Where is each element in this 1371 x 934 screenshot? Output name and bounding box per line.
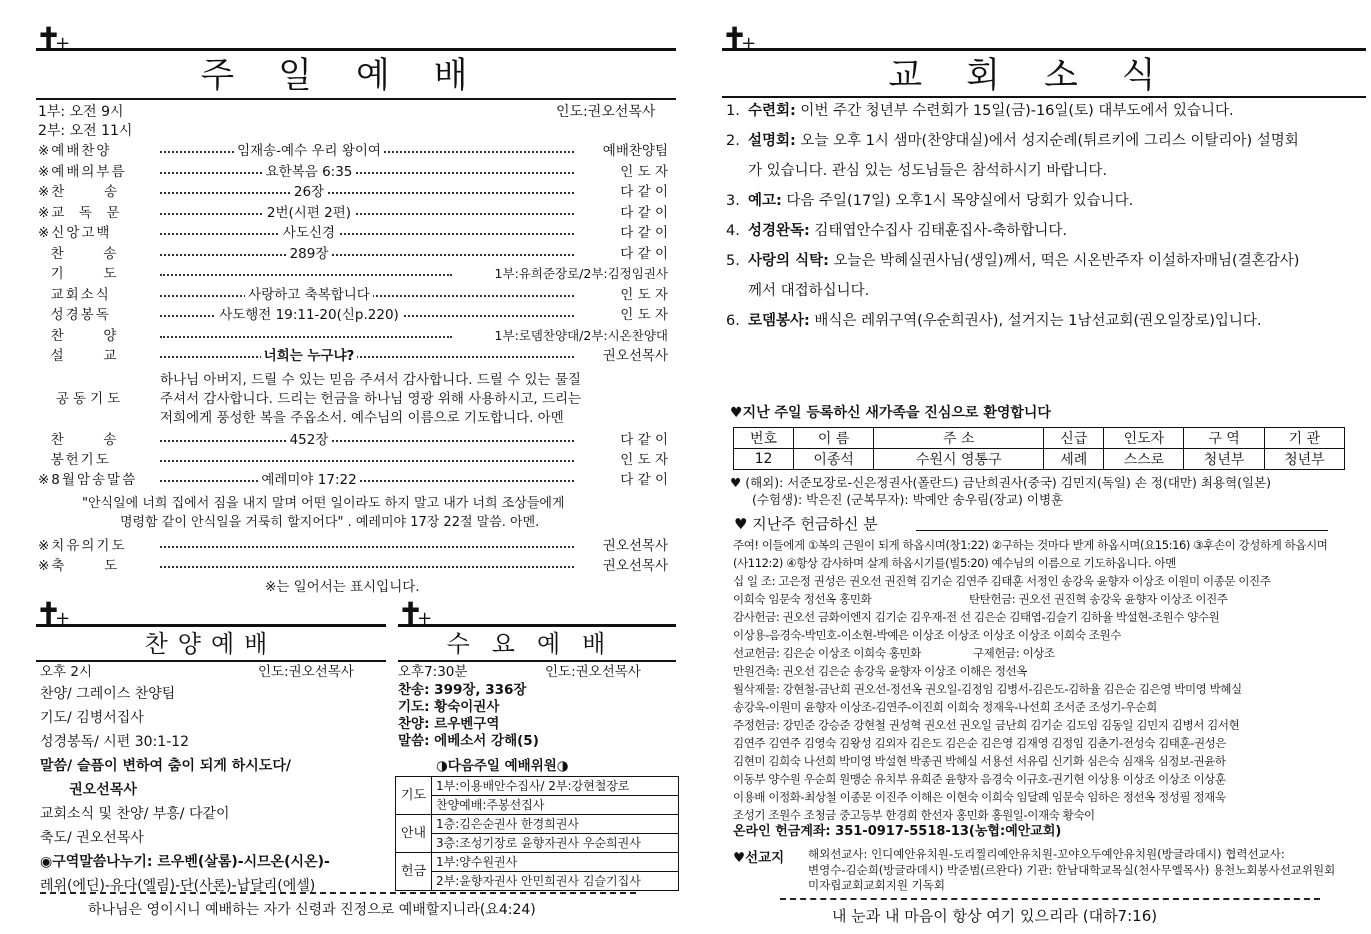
offering-line: 이동부 양수원 우순희 원맹순 유치부 유희준 윤향자 음경숙 이규호-권기현 이상용 이상조 이상조 이상훈 <box>733 772 1226 786</box>
table-header-row <box>734 428 1345 449</box>
online-account: 온라인 헌금계좌: 351-0917-5518-13(농협:예안교회) <box>733 824 1062 839</box>
order-item-person: 다 같 이 <box>620 472 668 488</box>
prayer-label: 공동기도 <box>56 391 125 407</box>
offering-line: 김연주 김연주 김영숙 김왕성 김외자 김은도 김은순 김은영 김재영 김정임 김춘기-전성숙 김태훈-권성은 <box>733 736 1227 750</box>
order-item-content <box>38 182 580 202</box>
order-item-person: 다 같 이 <box>620 184 668 200</box>
column-header: 번호 <box>734 428 794 449</box>
offering-line: 십 일 조: 고은정 권성은 권오선 권진혁 김기순 김연주 김태훈 서정인 송강욱 윤향자 이상조 이원미 이종문 이진주 <box>733 574 1271 588</box>
offering-underline <box>916 530 1328 531</box>
news-number: 2. <box>726 133 740 149</box>
wednesday-rule <box>398 624 676 627</box>
order-item-person: 다 같 이 <box>620 245 668 262</box>
order-item-label: 봉헌기도 <box>38 452 111 468</box>
praise-line: 교회소식 및 찬양/ 부흥/ 다같이 <box>40 806 230 822</box>
server-cell: 2부:윤향자권사 안민희권사 김슬기집사 <box>432 872 679 891</box>
abroad-members-text: (해외): 서준모장로-신은정권사(폴란드) 금난희권사(중국) 김민지(독일) 손 정(대만) 최용혁(일본) <box>745 475 1271 490</box>
order-item-label: 찬 송 <box>38 245 119 262</box>
offering-line: 이희숙 임문숙 정선옥 홍민화 탄탄헌금: 권오선 권진혁 송강욱 윤향자 이상조 이진주 <box>733 592 1228 606</box>
table-row <box>396 834 679 853</box>
order-item-content-text: 2번(시편 2편) <box>264 205 354 221</box>
praise-line: 레위(에딘)-유다(엘림)-단(사론)-납달리(에셀) <box>40 878 316 894</box>
service-time-1: 1부: 오전 9시 <box>38 104 124 120</box>
order-item-label: ※예배찬양 <box>38 143 112 159</box>
order-item-content <box>38 346 580 366</box>
news-number: 3. <box>726 193 740 209</box>
news-item <box>726 276 1366 306</box>
order-item-person: 다 같 이 <box>620 225 668 241</box>
table-cell: 이종석 <box>794 449 874 470</box>
offering-line: 조성기 조원수 조청금 중고등부 한경희 한선자 홍민화 홍원일-이재숙 황숙이 <box>733 808 1095 822</box>
praise-rule <box>36 624 386 627</box>
table-cell: 청년부 <box>1184 449 1264 470</box>
offering-heading-text: 지난주 헌금하신 분 <box>752 515 878 533</box>
news-item <box>726 156 1366 186</box>
order-item-person: 인 도 자 <box>620 307 668 323</box>
wednesday-line-1: 찬송: 399장, 336장 <box>398 682 527 698</box>
table-cell: 세례 <box>1044 449 1104 470</box>
wednesday-worship-title: 수요예배 <box>446 630 628 658</box>
news-text: 다음 주일(17일) 오후1시 목양실에서 당회가 있습니다. <box>781 193 1134 209</box>
cross-icon: ✝+ <box>722 22 751 57</box>
order-item-content <box>38 203 580 223</box>
column-header: 이 름 <box>794 428 874 449</box>
order-item <box>38 470 668 490</box>
server-cell: 1부:이용배안수집사/ 2부:강현철장로 <box>432 777 679 796</box>
offering-line: 송강욱-이원미 윤향자 이상조-김연주-이진희 이희숙 정재욱-나선희 조서준 조성기-우순희 <box>733 700 1157 714</box>
wednesday-leader: 인도:권오선목사 <box>545 664 641 680</box>
server-cell: 3층:조성기장로 윤향자권사 우순희권사 <box>432 834 679 853</box>
role-cell: 안내 <box>396 815 432 853</box>
offering-heading <box>734 514 878 534</box>
order-item-label: 교회소식 <box>38 286 111 303</box>
order-item-content-text: 289장 <box>287 246 332 262</box>
news-item <box>726 306 1366 336</box>
order-item-content <box>38 430 580 450</box>
role-cell: 헌금 <box>396 853 432 891</box>
news-heading: 사랑의 식탁: <box>748 253 829 269</box>
order-item-person: 다 같 이 <box>620 432 668 448</box>
news-text: 오늘은 박혜실권사님(생일)께서, 떡은 시온반주자 이설하자매님(결혼감사) <box>828 253 1300 269</box>
praise-line: 말씀/ 슬픔이 변하여 춤이 되게 하시도다/ <box>40 758 291 774</box>
news-text: 이번 주간 청년부 수련회가 15일(금)-16일(토) 대부도에서 있습니다. <box>795 103 1234 119</box>
server-cell: 1층:김은순권사 한경희권사 <box>432 815 679 834</box>
order-item-person: 권오선목사 <box>602 348 668 364</box>
mission-label: ♥선교지 <box>733 850 785 866</box>
table-cell: 수원시 영통구 <box>874 449 1044 470</box>
news-heading: 설명회: <box>748 133 796 149</box>
leader-dots <box>160 326 452 338</box>
prayer-line-3: 저희에게 풍성한 복을 주옵소서. 예수님의 이름으로 기도합니다. 아멘 <box>160 410 564 426</box>
order-item <box>38 203 668 223</box>
title-underline <box>36 98 676 100</box>
order-item <box>38 536 668 556</box>
news-text: 배식은 레위구역(우순희권사), 설거지는 1남선교회(권오일장로)입니다. <box>809 313 1262 329</box>
order-item <box>38 264 668 284</box>
order-item-person: 인 도 자 <box>620 452 668 468</box>
column-header: 구 역 <box>1184 428 1264 449</box>
order-item-content <box>38 285 580 305</box>
order-item-content-text: 사도행전 19:11-20(신p.220) <box>216 307 402 323</box>
order-item-content-text: 26장 <box>291 184 327 200</box>
new-family-table <box>733 427 1345 470</box>
news-number: 1. <box>726 103 740 119</box>
order-item-label: ※8월암송말씀 <box>38 472 138 488</box>
wednesday-line-4: 말씀: 에베소서 강해(5) <box>398 733 539 749</box>
order-item-person: 다 같 이 <box>620 204 668 221</box>
order-item-content-text: 452장 <box>287 432 332 448</box>
wednesday-time: 오후7:30분 <box>398 664 468 680</box>
table-row <box>396 777 679 796</box>
order-item-content <box>38 244 580 264</box>
heart-icon: ♥ <box>734 515 753 533</box>
order-item-label: 기 도 <box>38 266 119 282</box>
news-text: 김태엽안수집사 김태훈집사-축하합니다. <box>809 223 1068 239</box>
server-cell: 1부:양수원권사 <box>432 853 679 872</box>
mission-line-3: 미자립교회교회지원 기독회 <box>808 878 945 892</box>
order-item <box>38 162 668 182</box>
wednesday-line-3: 찬양: 르우벤구역 <box>398 716 500 732</box>
server-cell: 찬양예배:주봉선집사 <box>432 796 679 815</box>
footer-divider <box>780 898 1320 900</box>
offering-line: (사112:2) ④항상 감사하며 살게 하옵시기를(빌5:20) 예수님의 이름으로 기도하옵니다. 아멘 <box>733 556 1176 570</box>
title-rule <box>36 48 676 51</box>
order-item-label: ※예배의부름 <box>38 163 127 180</box>
praise-time: 오후 2시 <box>40 664 93 680</box>
order-item <box>38 305 668 325</box>
order-item-label: ※치유의기도 <box>38 538 127 554</box>
praise-worship-title: 찬양예배 <box>144 630 278 658</box>
offering-line: 이용배 이정화-최상철 이종문 이진주 이해은 이현숙 이희숙 임달례 임문숙 임하은 정선옥 정성필 정재욱 <box>733 790 1226 804</box>
news-number: 4. <box>726 223 740 239</box>
news-heading: 예고: <box>748 193 782 209</box>
right-footer-verse: 내 눈과 내 마음이 항상 여기 있으리라 (대하7:16) <box>832 907 1158 925</box>
offering-line: 만원건축: 권오선 김은순 송강욱 윤향자 이상조 이해은 정선옥 <box>733 664 1027 678</box>
leader-dots <box>160 556 574 568</box>
role-cell: 기도 <box>396 777 432 815</box>
table-cell: 청년부 <box>1264 449 1344 470</box>
order-item-content-text: 사도신경 <box>280 225 338 241</box>
sunday-worship-title: 주일예배 <box>200 56 512 96</box>
offering-line: 월삭제물: 강현철-금난희 권오선-정선옥 권오일-김정임 김병서-김은도-김하율 김은순 김은영 박미영 박혜실 <box>733 682 1242 696</box>
order-item-label: 성경봉독 <box>38 307 111 323</box>
praise-line: 찬양/ 그레이스 찬양팀 <box>40 686 176 702</box>
order-item <box>38 346 668 366</box>
table-row <box>396 815 679 834</box>
table-cell: 스스로 <box>1104 449 1184 470</box>
standing-note: ※는 일어서는 표시입니다. <box>265 579 420 595</box>
order-item-label: ※신앙고백 <box>38 225 112 241</box>
heart-icon: ♥ <box>730 405 743 421</box>
mission-line-2: 변영수-김순희(방글라데시) 박준범(르완다) 기관: 한남대학교목실(천사무엘목사) 용천노회봉사선교위원회 <box>808 863 1336 877</box>
welcome-heading <box>730 403 1051 423</box>
column-header: 인도자 <box>1104 428 1184 449</box>
prayer-line-2: 주셔서 감사합니다. 드리는 헌금을 하나님 영광 위해 사용하시고, 드리는 <box>160 391 582 407</box>
news-item <box>726 126 1366 156</box>
order-item-content <box>38 162 580 182</box>
order-item <box>38 556 668 576</box>
cross-icon: ✝+ <box>398 597 427 632</box>
order-item-label: ※교 독 문 <box>38 204 122 221</box>
heart-icon: ♥ <box>730 475 746 490</box>
mission-line-1: 해외선교사: 인디예안유치원-도리찔리예안유치원-꼬야오두예안유치원(방글라데시) 협력선교사: <box>808 847 1285 861</box>
news-text: 께서 대접하십니다. <box>748 283 870 299</box>
column-header: 신급 <box>1044 428 1104 449</box>
order-item <box>38 182 668 202</box>
news-item <box>726 216 1366 246</box>
praise-leader: 인도:권오선목사 <box>258 664 354 680</box>
cross-icon: ✝+ <box>36 22 65 57</box>
table-row <box>396 796 679 815</box>
column-header: 기 관 <box>1264 428 1344 449</box>
news-item <box>726 186 1366 216</box>
news-heading: 수련회: <box>748 103 796 119</box>
praise-line: 기도/ 김병서집사 <box>40 710 144 726</box>
order-item-person: 인 도 자 <box>620 163 668 180</box>
church-news-title: 교회소식 <box>888 56 1200 96</box>
welcome-heading-text: 지난 주일 등록하신 새가족을 진심으로 환영합니다 <box>742 405 1051 421</box>
order-item-person: 예배찬양팀 <box>602 143 668 159</box>
left-footer-verse: 하나님은 영이시니 예배하는 자가 신령과 진정으로 예배할지니라(요4:24) <box>88 902 536 918</box>
praise-line: 성경봉독/ 시편 30:1-12 <box>40 734 190 750</box>
order-item-content-text: 임재송-예수 우리 왕이여 <box>234 143 384 159</box>
next-week-servers-table <box>395 776 679 891</box>
worship-leader: 인도:권오선목사 <box>556 104 656 120</box>
exam-military-members: (수험생): 박은진 (군복무자): 박예안 송우림(장교) 이병훈 <box>752 492 1064 507</box>
offering-line: 주여! 이들에게 ①복의 근원이 되게 하옵시며(창1:22) ②구하는 것마다 받게 하옵시며(요15:16) ③후손이 강성하게 하옵시며 <box>733 538 1328 552</box>
order-item-content-text: 사랑하고 축복합니다 <box>245 287 373 303</box>
table-row <box>734 449 1345 470</box>
praise-line: 축도/ 권오선목사 <box>40 830 144 846</box>
table-row <box>396 853 679 872</box>
praise-line: ◉구역말씀나누기: 르우벤(살롬)-시므온(시온)- <box>40 854 330 870</box>
order-item-content-text: 예레미야 17:22 <box>258 472 359 488</box>
news-number: 6. <box>726 313 740 329</box>
offering-line: 감사헌금: 권오선 금화이엔지 김기순 김우재-전 선 김은순 김태엽-김슬기 김하율 박설현-조원수 양수원 <box>733 610 1220 624</box>
memory-verse-line-1: "안식일에 너희 집에서 짐을 내지 말며 어떤 일이라도 하지 말고 내가 너희 조상들에게 <box>82 496 565 511</box>
news-text: 가 있습니다. 관심 있는 성도님들은 참석하시기 바랍니다. <box>748 163 1108 179</box>
order-item-content-text: 너희는 누구냐? <box>261 348 358 364</box>
praise-line: 권오선목사 <box>40 782 137 798</box>
order-item-person: 권오선목사 <box>602 558 668 574</box>
order-item-person: 인 도 자 <box>620 286 668 303</box>
leader-dots <box>160 450 574 462</box>
order-item <box>38 223 668 243</box>
leader-dots <box>160 536 574 548</box>
table-cell: 12 <box>734 449 794 470</box>
news-item <box>726 246 1366 276</box>
order-item-content <box>38 305 580 325</box>
table-row <box>396 872 679 891</box>
order-item-person: 1부:로뎀찬양대/2부:시온찬양대 <box>494 327 668 343</box>
wednesday-line-2: 기도: 황숙이권사 <box>398 699 500 715</box>
order-item <box>38 244 668 264</box>
order-item-content <box>38 470 580 490</box>
order-item <box>38 326 668 346</box>
order-item <box>38 285 668 305</box>
leader-dots <box>160 264 452 276</box>
order-item-label: ※찬 송 <box>38 184 120 200</box>
offering-line: 이상용-음경숙-박민호-이소현-박예은 이상조 이상조 이상조 이상조 이희숙 조원수 <box>733 628 1121 642</box>
news-text: 오늘 오후 1시 샘마(찬양대실)에서 성지순례(튀르키에 그리스 이탈리아) 설명회 <box>795 133 1299 149</box>
order-item <box>38 141 668 161</box>
order-item-label: 찬 송 <box>38 432 119 448</box>
order-item <box>38 450 668 470</box>
offering-line: 선교헌금: 김은순 이상조 이희숙 홍민화 구제헌금: 이상조 <box>733 646 1055 660</box>
news-heading: 로뎀봉사: <box>748 313 810 329</box>
service-time-2: 2부: 오전 11시 <box>38 123 133 139</box>
order-item-person: 1부:유희준장로/2부:김정임권사 <box>494 266 668 281</box>
news-heading: 성경완독: <box>748 223 810 239</box>
prayer-line-1: 하나님 아버지, 드릴 수 있는 믿음 주셔서 감사합니다. 드릴 수 있는 물질 <box>160 372 581 388</box>
news-rule <box>722 48 1366 51</box>
cross-icon: ✝+ <box>36 597 65 632</box>
footer-divider <box>40 892 636 894</box>
news-item <box>726 96 1366 126</box>
order-item-label: 찬 양 <box>38 327 119 344</box>
order-item-person: 권오선목사 <box>602 538 668 554</box>
order-item-label: ※축 도 <box>38 558 120 574</box>
order-item-content-text: 요한복음 6:35 <box>263 164 356 180</box>
column-header: 주 소 <box>874 428 1044 449</box>
order-item-label: 설 교 <box>38 348 119 364</box>
order-item-content <box>38 223 580 243</box>
news-number: 5. <box>726 253 740 269</box>
offering-line: 김현미 김희숙 나선희 박미영 박설현 박종권 박혜실 서용선 서유림 신기화 심은숙 심재욱 심정보-권윤하 <box>733 754 1226 768</box>
order-item <box>38 430 668 450</box>
offering-line: 주정헌금: 강민준 강승준 강현철 권성혁 권오선 권오일 금난희 김기순 김도임 김동일 김민지 김병서 김서현 <box>733 718 1240 732</box>
order-item-content <box>38 141 580 161</box>
memory-verse-line-2: 명령함 같이 안식일을 거룩히 할지어다" . 예레미야 17장 22절 말씀. 아멘. <box>120 515 540 530</box>
next-week-title: ◑다음주일 예배위원◑ <box>436 758 569 774</box>
